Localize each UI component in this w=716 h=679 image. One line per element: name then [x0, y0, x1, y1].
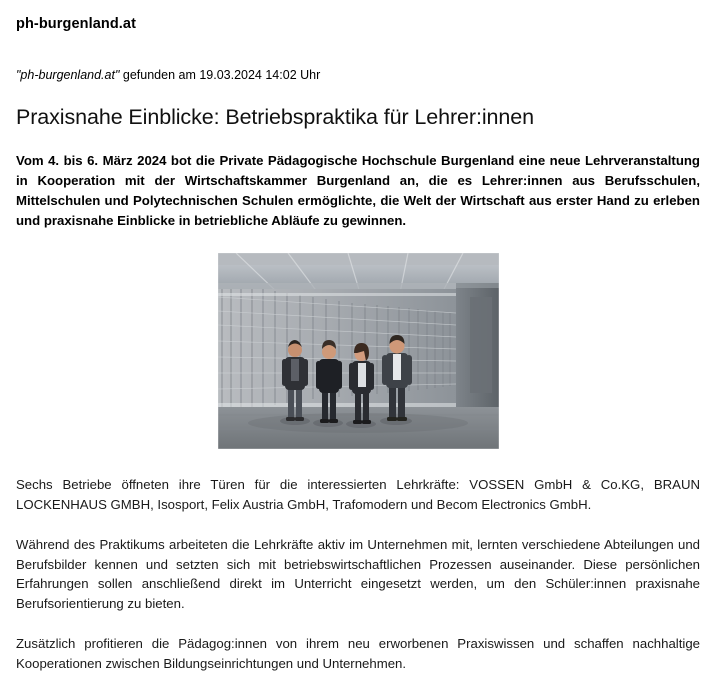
source-name: ph-burgenland.at: [16, 16, 137, 32]
article-image: [218, 253, 499, 449]
found-timestamp: gefunden am 19.03.2024 14:02 Uhr: [119, 68, 321, 82]
found-source-quoted: "ph-burgenland.at": [16, 68, 120, 82]
article-paragraph-1: Sechs Betriebe öffneten ihre Türen für die interessierten Lehrkräfte: VOSSEN GmbH & Co.KG, BRAUN LOCKENHAUS GMBH, Isosport, Felix Austria GmbH, Trafomodern und Becom Electronics GmbH.: [16, 477, 700, 512]
factory-photo: [218, 253, 499, 449]
article-paragraph-2: Während des Praktikums arbeiteten die Lehrkräfte aktiv im Unternehmen mit, lernten verschiedene Abteilungen und Berufsbilder kennen und setzten sich mit betriebswirtschaftlichen Prozessen auseinander. Diese persönlichen Erfahrungen sollen anschließend direkt im Unterricht eingesetzt werden, um den Schüler:innen praxisnahe Berufsorientierung zu bieten.: [16, 536, 700, 612]
page-title: Praxisnahe Einblicke: Betriebspraktika für Lehrer:innen: [16, 105, 534, 129]
found-line: [16, 68, 700, 82]
article-paragraph-3: Zusätzlich profitieren die Pädagog:innen von ihrem neu erworbenen Praxiswissen und schaffen nachhaltige Kooperationen zwischen Bildungseinrichtungen und Unternehmen.: [16, 635, 700, 671]
article-lead: Vom 4. bis 6. März 2024 bot die Private Pädagogische Hochschule Burgenland eine neue Lehrveranstaltung in Kooperation mit der Wirtschaftskammer Burgenland an, die es Lehrer:innen aus Berufsschulen, Mittelschulen und Polytechnischen Schulen ermöglichte, die Welt der Wirtschaft aus erster Hand zu erleben und praxisnahe Einblicke in betriebliche Abläufe zu gewinnen.: [16, 152, 700, 229]
